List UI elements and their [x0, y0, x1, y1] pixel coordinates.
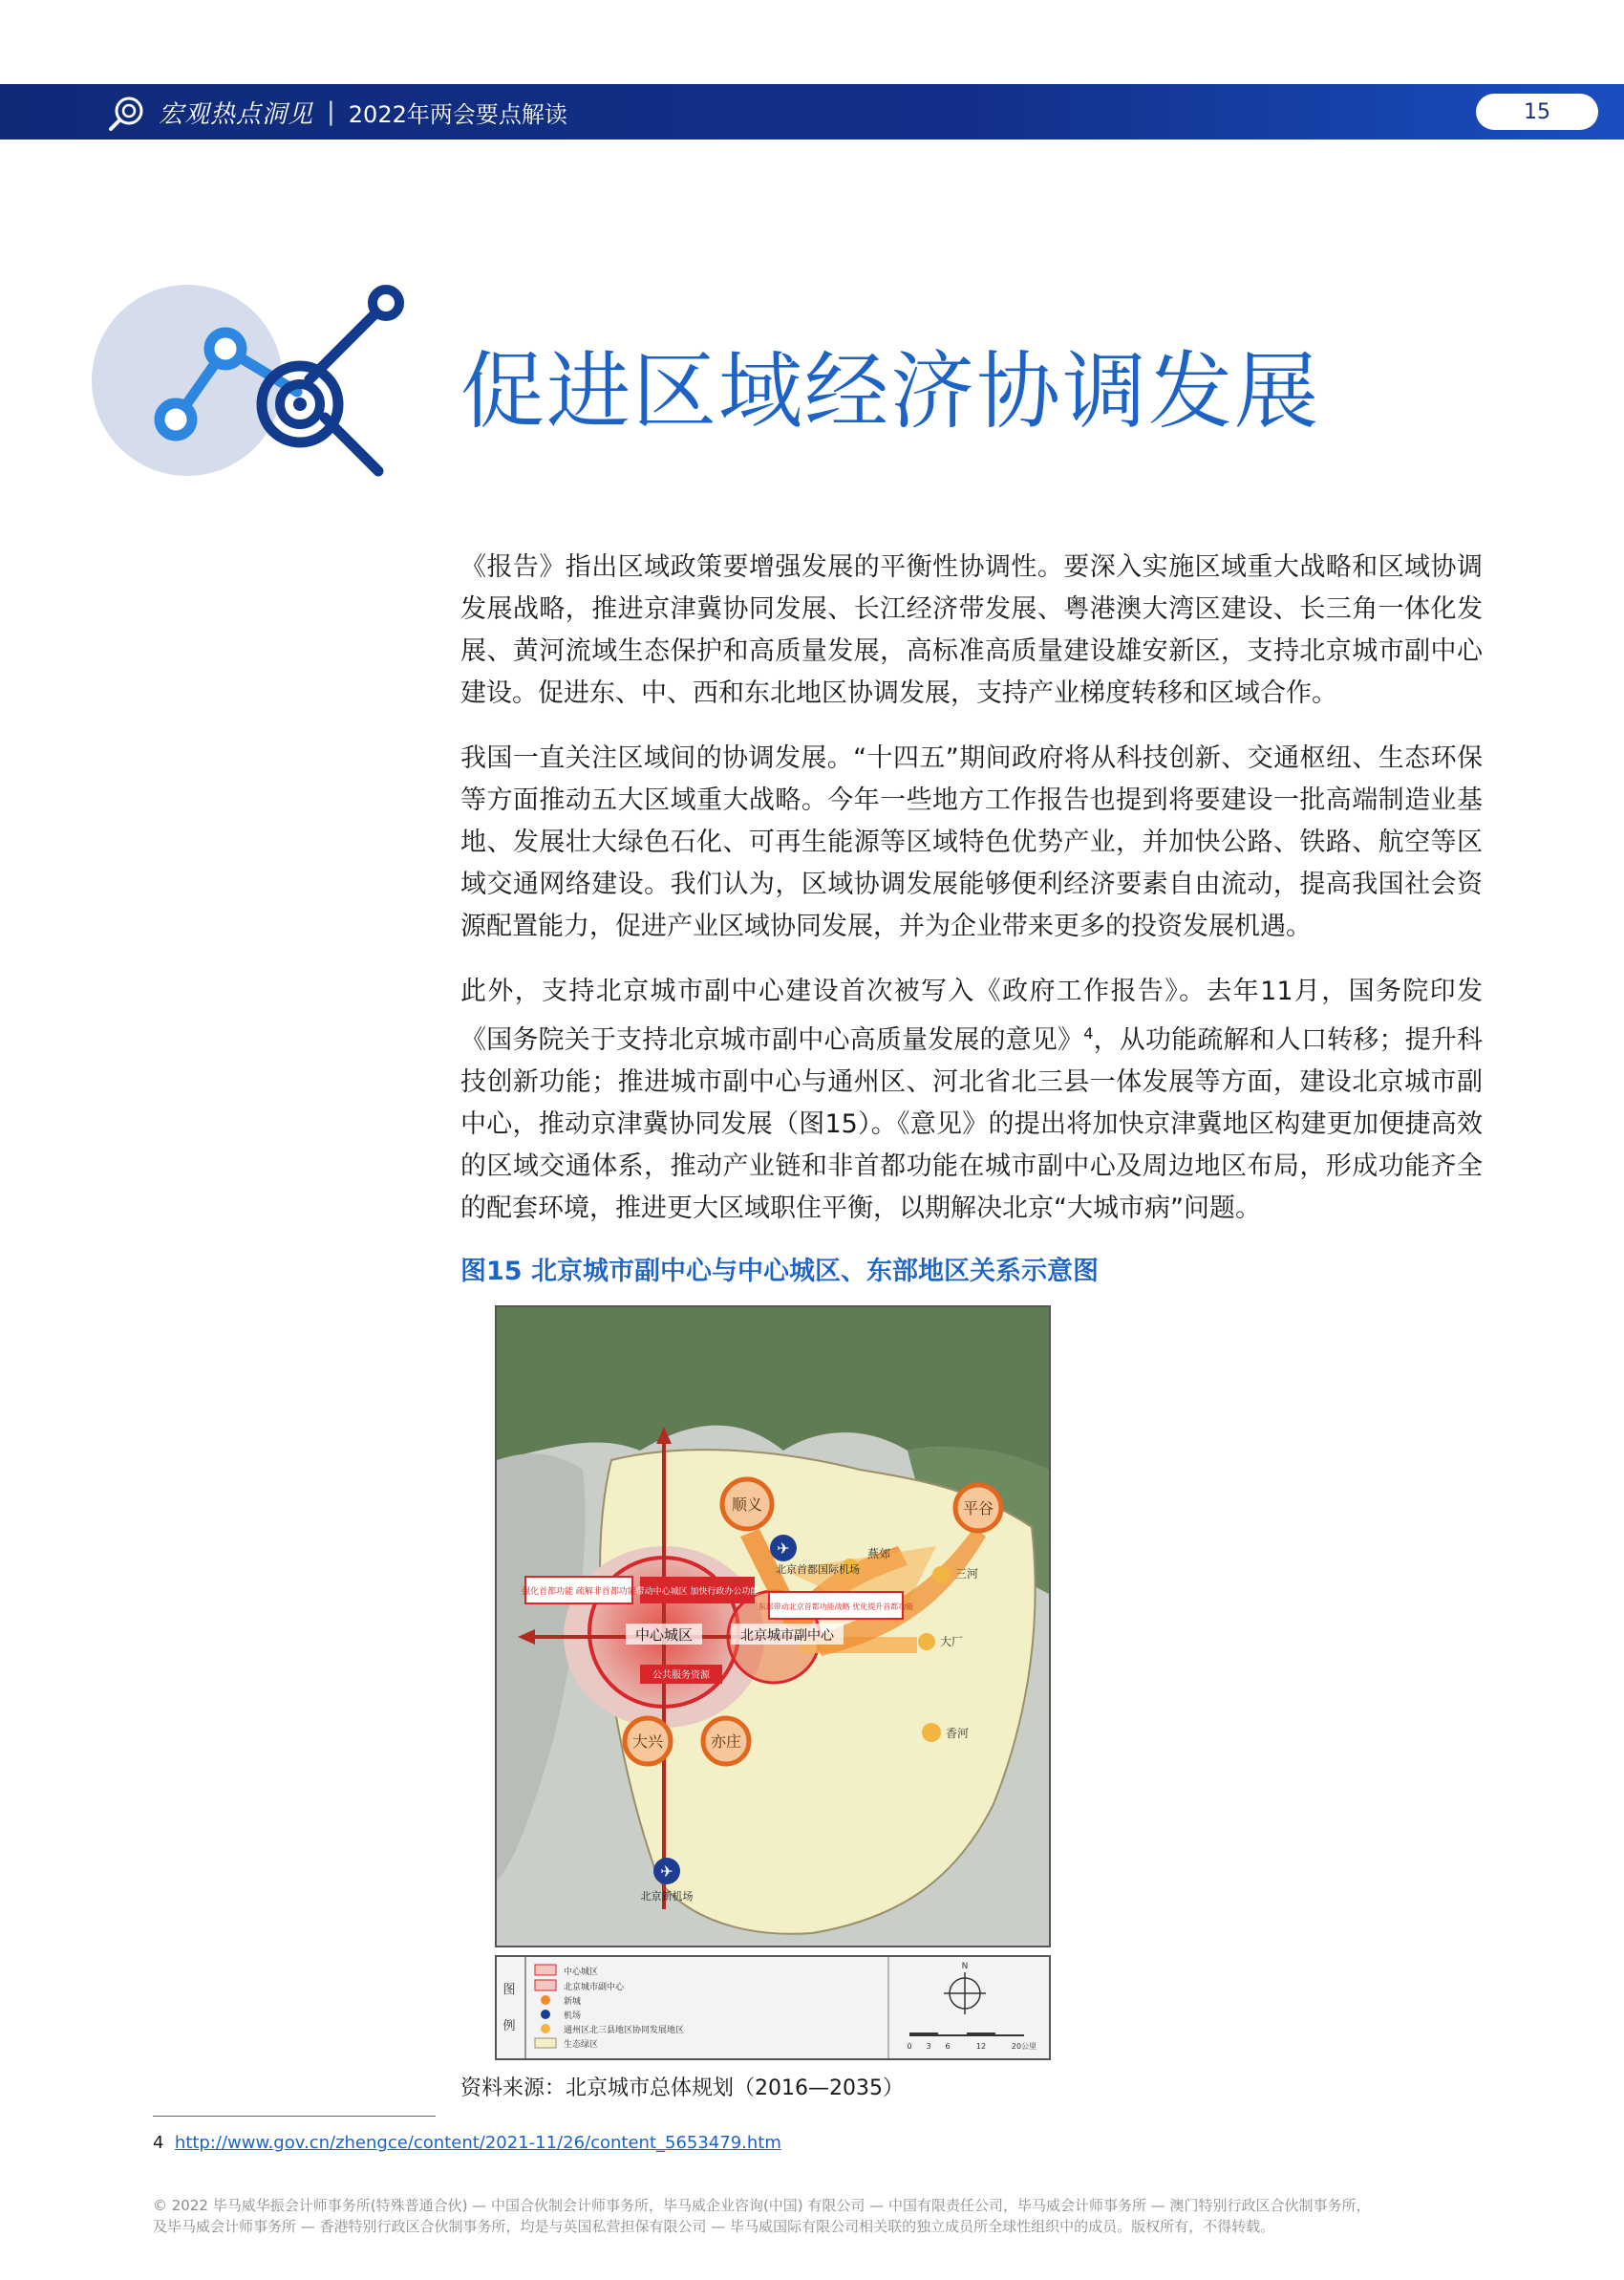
- compass-icon: [944, 1962, 986, 2014]
- copyright-line-1: © 2022 毕马威华振会计师事务所(特殊普通合伙) — 中国合伙制会计师事务所，毕马威企业咨询(中国) 有限公司 — 中国有限责任公司，毕马威会计师事务所 — 澳门特别行政区合伙制事务所，: [153, 2197, 1371, 2214]
- legend-swatch-newtown: [541, 1995, 550, 2005]
- label-center: 中心城区: [634, 1626, 694, 1644]
- tag-service: 公共服务资源: [652, 1670, 710, 1681]
- legend-graphic: [497, 1957, 1049, 2058]
- label-pinggu: 平谷: [962, 1499, 994, 1517]
- label-sanhe: 三河: [955, 1567, 979, 1581]
- map-legend: [495, 1955, 1051, 2060]
- footnote-divider: [153, 2116, 436, 2117]
- label-daxing: 大兴: [631, 1732, 664, 1751]
- label-airport-capital: 北京首都国际机场: [776, 1563, 860, 1576]
- legend-side-label-2: 例: [502, 2019, 516, 2033]
- scale-tick-4: 20公里: [1011, 2042, 1037, 2051]
- copyright: [153, 2195, 1481, 2237]
- tag-center: 带动中心城区 加快行政办公功能: [635, 1587, 759, 1597]
- legend-swatch-coordination: [541, 2024, 550, 2033]
- legend-swatch-center: [535, 1965, 556, 1975]
- body-text: [460, 547, 1483, 1253]
- node-pinggu: [955, 1485, 1001, 1531]
- legend-item-1: 中心城区: [564, 1968, 599, 1977]
- legend-item-3: 新城: [564, 1997, 582, 2007]
- footnote-link[interactable]: http://www.gov.cn/zhengce/content/2021-11/26/content_5653479.htm: [174, 2133, 781, 2153]
- airplane-icon: ✈: [660, 1862, 673, 1881]
- scale-tick-0: 0: [907, 2042, 912, 2051]
- label-yanjiao: 燕郊: [867, 1547, 891, 1560]
- legend-side-label-1: 图: [502, 1983, 516, 1997]
- report-title: 2022年两会要点解读: [348, 100, 567, 128]
- legend-item-4: 机场: [564, 2011, 582, 2021]
- brand-logo-icon: [107, 92, 147, 132]
- paragraph-1: 《报告》指出区域政策要增强发展的平衡性协调性。要深入实施区域重大战略和区域协调发展战略，推进京津冀协同发展、长江经济带发展、粤港澳大湾区建设、长三角一体化发展、黄河流域生态保护和高质量发展，高标准高质量建设雄安新区，支持北京城市副中心建设。促进东、中、西和东北地区协调发展，支持产业梯度转移和区域合作。: [460, 552, 1483, 708]
- legend-item-6: 生态绿区: [564, 2040, 599, 2050]
- scale-tick-1: 3: [926, 2042, 931, 2051]
- label-airport-daxing: 北京新机场: [640, 1890, 694, 1903]
- copyright-line-2: 及毕马威会计师事务所 — 香港特别行政区合伙制事务所，均是与英国私营担保有限公司 — 毕马威国际有限公司相关联的独立成员所全球性组织中的成员。版权所有，不得转载。: [153, 2218, 1275, 2235]
- footnote-number: 4: [153, 2133, 164, 2153]
- legend-item-5: 通州区北三县地区协同发展地区: [564, 2026, 685, 2035]
- dot-dachang: [918, 1633, 935, 1650]
- tag-right: 东部带动北京首都功能战略 优化提升首都功能: [758, 1602, 914, 1611]
- figure-source: 资料来源：北京城市总体规划（2016—2035）: [460, 2076, 904, 2100]
- legend-swatch-eco: [535, 2038, 556, 2048]
- dot-xianghe: [922, 1723, 941, 1742]
- legend-item-2: 北京城市副中心: [564, 1983, 625, 1992]
- scale-tick-3: 12: [975, 2042, 987, 2051]
- network-analytics-icon: [92, 282, 407, 483]
- node-yizhuang: [703, 1718, 749, 1764]
- page-number: 15: [1476, 94, 1598, 130]
- scale-bar: [907, 2033, 1036, 2051]
- airplane-icon: ✈: [777, 1539, 790, 1558]
- paragraph-2: 我国一直关注区域间的协调发展。“十四五”期间政府将从科技创新、交通枢纽、生态环保等方面推动五大区域重大战略。今年一些地方工作报告也提到将要建设一批高端制造业基地、发展壮大绿色石化、可再生能源等区域特色优势产业，并加快公路、铁路、航空等区域交通网络建设。我们认为，区域协调发展能够便利经济要素自由流动，提高我国社会资源配置能力，促进产业区域协同发展，并为企业带来更多的投资发展机遇。: [460, 743, 1483, 941]
- header-separator: |: [327, 97, 335, 126]
- paragraph-3-part-b: ，从功能疏解和人口转移；提升科技创新功能；推进城市副中心与通州区、河北省北三县一体发展等方面，建设北京城市副中心，推动京津冀协同发展（图15）。《意见》的提出将加快京津冀地区构建更加便捷高效的区域交通体系，推动产业链和非首都功能在城市副中心及周边地区布局，形成功能齐全的配套环境，推进更大区域职住平衡，以期解决北京“大城市病”问题。: [460, 1025, 1484, 1223]
- beijing-subcenter-map: [495, 1305, 1051, 1947]
- label-subcenter: 北京城市副中心: [740, 1628, 834, 1644]
- brand-title: 宏观热点洞见: [159, 99, 314, 129]
- footnote: [153, 2133, 781, 2153]
- section-title: 促进区域经济协调发展: [460, 342, 1321, 441]
- footnote-ref[interactable]: 4: [1083, 1024, 1094, 1043]
- scale-tick-2: 6: [945, 2042, 951, 2051]
- tag-left: 强化首都功能 疏解非首都功能: [522, 1587, 636, 1597]
- map-graphic: [497, 1307, 1049, 1946]
- label-yizhuang: 亦庄: [710, 1732, 742, 1751]
- label-xianghe: 香河: [946, 1727, 970, 1740]
- node-daxing: [625, 1718, 671, 1764]
- paragraph-3: [460, 971, 1483, 1230]
- header-band: [0, 84, 1624, 140]
- label-dachang: 大厂: [940, 1635, 964, 1648]
- dot-sanhe: [932, 1566, 950, 1583]
- label-shunyi: 顺义: [731, 1495, 763, 1514]
- node-shunyi: [722, 1479, 772, 1529]
- compass-north: N: [961, 1962, 969, 1971]
- legend-swatch-subcenter: [535, 1980, 556, 1990]
- paragraph-3-part-a: 此外，支持北京城市副中心建设首次被写入《政府工作报告》。去年11月，国务院印发《国务院关于支持北京城市副中心高质量发展的意见》: [460, 977, 1483, 1055]
- figure-title: 图15 北京城市副中心与中心城区、东部地区关系示意图: [460, 1257, 1099, 1286]
- legend-swatch-airport: [541, 2010, 550, 2019]
- brand: [107, 84, 567, 140]
